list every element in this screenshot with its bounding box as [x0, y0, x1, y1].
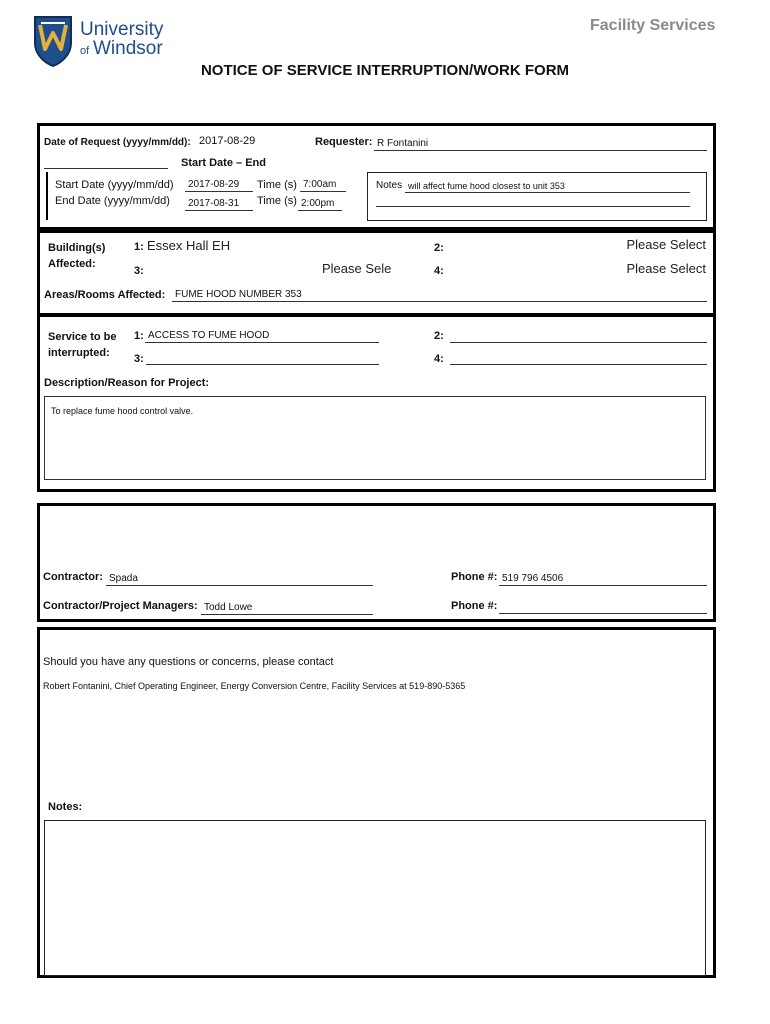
service-label-2: interrupted: [48, 347, 110, 359]
start-end-heading: Start Date – End [181, 157, 266, 169]
service-2-num: 2: [434, 330, 444, 342]
requester-label: Requester: [315, 136, 373, 148]
phone-1-field[interactable]: 519 796 4506 [499, 573, 707, 586]
end-time-label: Time (s) [257, 195, 297, 207]
areas-field[interactable]: FUME HOOD NUMBER 353 [172, 289, 707, 302]
service-4-num: 4: [434, 353, 444, 365]
building-2-num: 2: [434, 242, 444, 254]
start-time-field[interactable]: 7:00am [300, 179, 346, 192]
service-3-num: 3: [134, 353, 144, 365]
date-of-request-label: Date of Request (yyyy/mm/dd): [44, 137, 191, 148]
building-3-num: 3: [134, 265, 144, 277]
contact-intro: Should you have any questions or concerns, please contact [43, 656, 334, 668]
requester-field[interactable]: R Fontanini [374, 138, 707, 151]
contact-detail: Robert Fontanini, Chief Operating Engineer, Energy Conversion Centre, Facility Services at 519-890-5365 [43, 681, 466, 691]
notes-field-large[interactable] [44, 820, 706, 976]
start-date-label: Start Date (yyyy/mm/dd) [55, 179, 174, 191]
phone-1-label: Phone #: [451, 571, 498, 583]
logo-text-university: University [80, 19, 164, 40]
building-1-select[interactable]: Essex Hall EH [147, 238, 231, 253]
shield-icon [33, 15, 73, 67]
managers-field[interactable]: Todd Lowe [201, 602, 373, 615]
phone-2-label: Phone #: [451, 600, 498, 612]
logo-text-of: of [80, 45, 90, 57]
start-time-label: Time (s) [257, 179, 297, 191]
building-3-select[interactable]: Please Sele [322, 261, 392, 276]
department-name: Facility Services [590, 17, 716, 34]
service-1-num: 1: [134, 330, 144, 342]
service-2-field[interactable] [450, 342, 707, 343]
description-label: Description/Reason for Project: [44, 377, 210, 389]
notes-field[interactable]: will affect fume hood closest to unit 353 [405, 180, 690, 193]
building-4-select[interactable]: Please Select [626, 261, 706, 276]
form-title: NOTICE OF SERVICE INTERRUPTION/WORK FORM [200, 62, 570, 79]
blank-line [44, 168, 168, 169]
end-date-field[interactable]: 2017-08-31 [185, 198, 253, 211]
description-text: To replace fume hood control valve. [51, 406, 194, 416]
phone-2-field[interactable] [499, 613, 707, 614]
areas-label: Areas/Rooms Affected: [44, 289, 166, 301]
service-3-field[interactable] [146, 364, 379, 365]
start-date-field[interactable]: 2017-08-29 [185, 179, 253, 192]
logo-text-windsor: Windsor [93, 38, 163, 59]
building-2-select[interactable]: Please Select [626, 237, 706, 252]
contractor-field[interactable]: Spada [106, 573, 373, 586]
end-date-label: End Date (yyyy/mm/dd) [55, 195, 170, 207]
date-of-request-value[interactable]: 2017-08-29 [199, 135, 256, 147]
service-4-field[interactable] [450, 364, 707, 365]
notes-label: Notes [376, 180, 403, 191]
buildings-label-1: Building(s) [48, 242, 106, 254]
building-1-num: 1: [134, 241, 144, 253]
building-4-num: 4: [434, 265, 444, 277]
service-1-field[interactable]: ACCESS TO FUME HOOD [145, 330, 379, 343]
managers-label: Contractor/Project Managers: [43, 600, 198, 612]
buildings-label-2: Affected: [48, 258, 96, 270]
service-label-1: Service to be [48, 331, 117, 343]
notes-line-2 [376, 206, 690, 207]
notes-section-label: Notes: [48, 801, 83, 813]
end-time-field[interactable]: 2:00pm [298, 198, 342, 211]
contractor-label: Contractor: [43, 571, 103, 583]
